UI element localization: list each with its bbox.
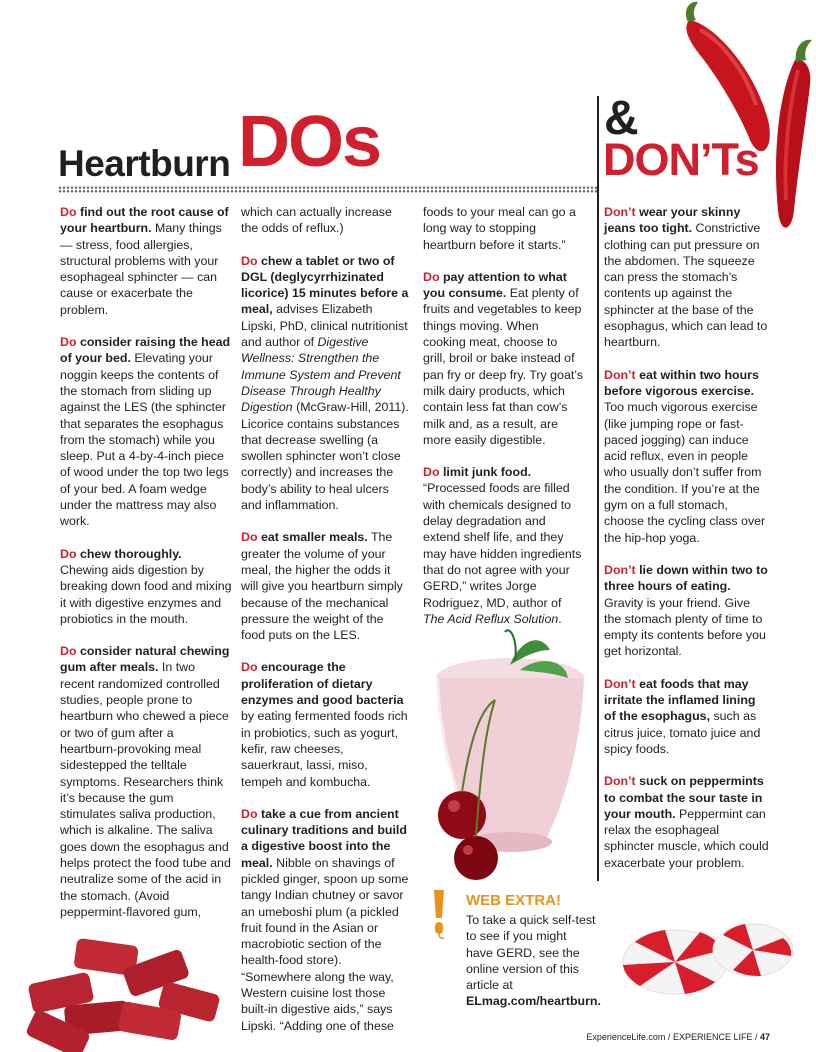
tip-paragraph: Do eat smaller meals. The greater the volume of your meal, the higher the odds it will give you heartburn simply because of the mechanical pressure the weight of the food puts on the LES. xyxy=(241,530,403,643)
book-title: The Acid Reflux Solution xyxy=(423,611,559,626)
web-extra-link[interactable]: ELmag.com/heartburn. xyxy=(466,994,601,1009)
title-donts: DON’Ts xyxy=(603,134,759,185)
page-footer: ExperienceLife.com / EXPERIENCE LIFE / 47 xyxy=(586,1032,770,1042)
continued-text: foods to your meal can go a long way to stopping heartburn before it starts.” xyxy=(423,205,576,252)
dotted-divider xyxy=(58,186,598,193)
tip-paragraph: Don’t suck on peppermints to combat the sour taste in your mouth. Peppermint can relax the esophageal sphincter muscle, which could exacerbate your problem. xyxy=(604,774,769,870)
tip-paragraph: Don’t eat within two hours before vigorous exercise. Too much vigorous exercise (like jumping rope or fast-paced jogging) can induce acid reflux, even in people who usually don’t suffer from the condition. If you’re at the gym on a full stomach, choose the cycling class over the hip-hop yoga. xyxy=(604,367,766,545)
tip-paragraph: Don’t lie down within two to three hours of eating. Gravity is your friend. Give the stomach plenty of time to empty its contents before you get horizontal. xyxy=(604,562,768,659)
title-heartburn: Heartburn xyxy=(58,143,231,184)
tip-paragraph: Do consider raising the head of your bed. Elevating your noggin keeps the contents of the stomach from sliding up against the LES (the sphincter that separates the esophagus from the stomach) while you sleep. Put a 4-by-4-inch piece of wood under the top two legs of your bed. A foam wedge under the mattress may also work. xyxy=(60,335,231,529)
column-4 xyxy=(604,204,770,887)
smoothie-cherries-image xyxy=(410,620,610,890)
title-dos: DOs xyxy=(238,102,381,182)
column-2 xyxy=(241,204,409,1050)
tip-paragraph: Do chew a tablet or two of DGL (deglycyrrhizinated licorice) 15 minutes before a meal, advises Elizabeth Lipski, PhD, clinical nutritionist and author of Digestive Wellness: Strengthen the Immune System and Prevent Disease Through Healthy Digestion (McGraw-Hill, 2011). Licorice contains substances that decrease swelling (a swollen sphincter won’t close correctly) and increases the body’s ability to heal ulcers and inflammation. xyxy=(241,253,409,513)
page-number: 47 xyxy=(759,1032,770,1042)
web-extra-title: WEB EXTRA! xyxy=(466,892,561,909)
column-3 xyxy=(423,204,583,643)
exclamation-mouse-icon xyxy=(432,890,446,940)
footer-site: ExperienceLife.com xyxy=(586,1032,666,1042)
column-divider xyxy=(597,96,599,881)
column-1 xyxy=(60,204,232,936)
tip-paragraph: Do find out the root cause of your heartburn. Many things — stress, food allergies, structural problems with your esophageal sphincter — can cause or exacerbate the problem. xyxy=(60,205,229,317)
tip-paragraph: Do consider natural chewing gum after meals. In two recent randomized controlled studies, people prone to heartburn who chewed a piece or two of gum after a heartburn-provoking meal sidestepped the telltale symptoms. Researchers think it’s because the gum stimulates saliva production, which is alkaline. The saliva goes down the esophagus and helps protect the food tube and neutralize some of the acid in the stomach. (Avoid peppermint-flavored gum, xyxy=(60,644,231,919)
web-extra-body: To take a quick self-test to see if you might have GERD, see the online version of this article at ELmag.com/heartburn. xyxy=(466,913,601,1009)
chewing-gum-image xyxy=(20,928,230,1052)
footer-magazine: EXPERIENCE LIFE xyxy=(672,1032,753,1042)
tip-paragraph: Don’t eat foods that may irritate the inflamed lining of the esophagus, such as citrus juice, tomato juice and spicy foods. xyxy=(604,676,761,756)
tip-paragraph: Do encourage the proliferation of dietary enzymes and good bacteria by eating fermented foods rich in probiotics, such as yogurt, kefir, raw cheeses, sauerkraut, lassi, miso, tempeh and kombucha. xyxy=(241,660,408,789)
tip-paragraph: Don’t wear your skinny jeans too tight. Constrictive clothing can put pressure on the abdomen. The squeeze can press the stomach’s contents up against the sphincter at the base of the esophagus, which can lead to heartburn. xyxy=(604,205,768,350)
peppermint-candies-image xyxy=(605,890,805,1010)
book-title: Digestive Wellness: Strengthen the Immune System and Prevent Disease Through Healthy Digestion xyxy=(241,335,401,415)
tip-paragraph: Do chew thoroughly. Chewing aids digestion by breaking down food and mixing it with digestive enzymes and probiotics in the mouth. xyxy=(60,546,232,626)
tip-paragraph: Do take a cue from ancient culinary traditions and build a digestive boost into the meal. Nibble on shavings of pickled ginger, spoon up some tangy Indian chutney or savor an umeboshi plum (a pickled fruit found in the Asian or macrobiotic section of the health-food store). “Somewhere along the way, Western cuisine lost those built-in digestive aids,” says Lipski. “Adding one of these xyxy=(241,806,409,1033)
tip-paragraph: Do pay attention to what you consume. Eat plenty of fruits and vegetables to keep things moving. When cooking meat, choose to grill, broil or bake instead of pan fry or deep fry. Try goat’s milk dairy products, which contain less fat than cow’s milk and, as a result, are more easily digestible. xyxy=(423,269,584,447)
tip-paragraph: Do limit junk food. “Processed foods are filled with chemicals designed to delay degradation and extend shelf life, and they may have hidden ingredients that do not agree with your GERD,” writes Jorge Rodriguez, MD, author of The Acid Reflux Solution. xyxy=(423,465,582,626)
continued-text: which can actually increase the odds of reflux.) xyxy=(241,205,392,236)
title-ampersand: & xyxy=(604,92,639,145)
